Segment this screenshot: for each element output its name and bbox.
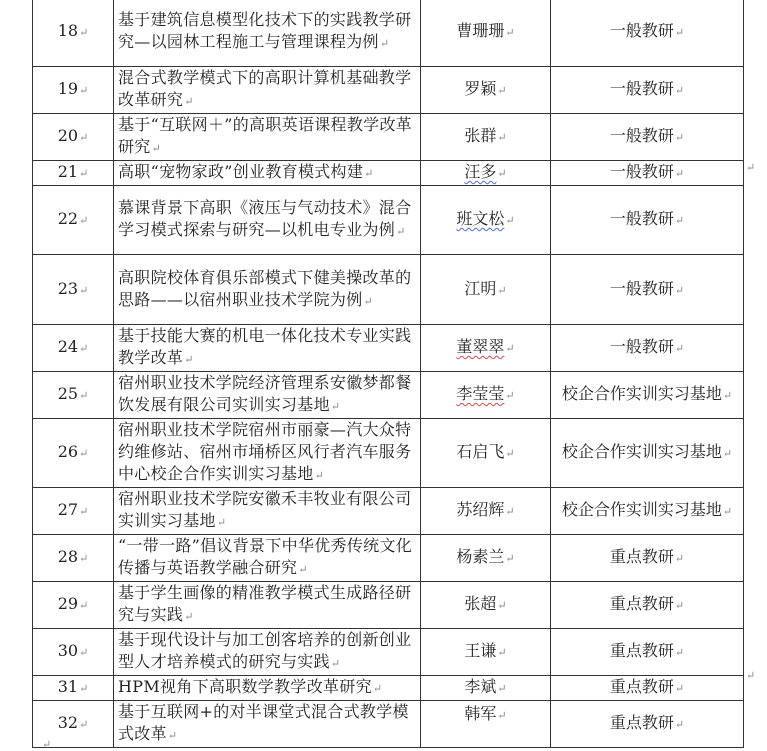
project-type-cell <box>551 161 744 186</box>
table-row <box>33 67 744 114</box>
host-name-cell <box>421 67 551 114</box>
host-name-cell <box>421 419 551 488</box>
project-title: 高职院校体育俱乐部模式下健美操改革的思路——以宿州职业技术学院为例 <box>118 267 412 309</box>
table-row <box>33 701 744 748</box>
paragraph-mark-icon: ↵ <box>396 225 406 238</box>
host-name: 罗颖 <box>464 79 497 98</box>
paragraph-mark-icon: ↵ <box>722 447 733 460</box>
host-name: 韩军 <box>464 704 497 723</box>
table-row <box>33 372 744 419</box>
paragraph-mark-icon: ↵ <box>79 682 89 695</box>
project-type-cell <box>551 67 744 114</box>
host-name-cell <box>421 535 551 582</box>
paragraph-mark-icon: ↵ <box>497 682 507 695</box>
row-number: 31 <box>57 677 79 696</box>
table-row <box>33 325 744 372</box>
table-row <box>33 676 744 701</box>
project-type: 一般教研 <box>609 162 674 181</box>
paragraph-mark-icon: ↵ <box>216 516 227 529</box>
row-number-cell <box>33 325 114 372</box>
project-type: 重点教研 <box>609 713 674 732</box>
host-name: 李斌 <box>464 677 497 696</box>
project-title: 基于建筑信息模型化技术下的实践教学研究—以园林工程施工与管理课程为例 <box>118 9 412 51</box>
host-name-cell <box>421 325 551 372</box>
host-name-cell <box>421 0 551 67</box>
host-name-cell <box>421 114 551 161</box>
project-title: 宿州职业技术学院经济管理系安徽梦都餐饮发展有限公司实训实习基地 <box>118 373 412 414</box>
host-name-cell <box>421 701 551 748</box>
paragraph-mark-icon: ↵ <box>79 283 89 297</box>
paragraph-mark-icon: ↵ <box>363 294 374 308</box>
paragraph-mark-icon: ↵ <box>497 709 507 722</box>
paragraph-mark-icon: ↵ <box>364 167 374 180</box>
paragraph-mark-icon: ↵ <box>79 552 89 565</box>
paragraph-mark-icon: ↵ <box>379 36 390 50</box>
paragraph-mark-icon: ↵ <box>505 214 515 227</box>
project-title: 基于“互联网＋”的高职英语课程教学改革研究 <box>118 115 413 156</box>
row-number-cell <box>33 676 114 701</box>
host-name: 张超 <box>464 594 497 613</box>
paragraph-mark-icon: ↵ <box>674 682 685 695</box>
row-end-mark-icon: ↵ <box>746 161 756 174</box>
project-title-cell <box>114 325 421 372</box>
paragraph-mark-icon: ↵ <box>79 447 89 460</box>
project-title: 宿州职业技术学院宿州市丽豪—汽大众特约维修站、宿州市埇桥区风行者汽车服务中心校企合作实训实习基地 <box>118 420 412 483</box>
project-type-cell <box>551 325 744 372</box>
host-name-cell <box>421 629 551 676</box>
paragraph-mark-icon: ↵ <box>497 646 507 659</box>
project-title: 慕课背景下高职《液压与气动技术》混合学习模式探索与研究—以机电专业为例 <box>118 198 412 239</box>
host-name: 杨素兰 <box>456 547 505 566</box>
paragraph-mark-icon: ↵ <box>314 469 325 482</box>
row-number: 28 <box>57 547 79 566</box>
project-title-cell <box>114 372 421 419</box>
row-number-cell <box>33 255 114 325</box>
paragraph-mark-icon: ↵ <box>79 718 89 731</box>
paragraph-mark-icon: ↵ <box>79 599 89 612</box>
host-name: 汪多 <box>464 162 497 181</box>
paragraph-mark-icon: ↵ <box>497 283 507 297</box>
table-row <box>33 582 744 629</box>
project-title-cell <box>114 114 421 161</box>
row-number: 32 <box>57 713 79 732</box>
host-name: 王谦 <box>464 641 497 660</box>
host-name: 张群 <box>464 126 497 145</box>
table-row <box>33 114 744 161</box>
table-row <box>33 629 744 676</box>
paragraph-mark-icon: ↵ <box>674 131 685 144</box>
paragraph-mark-icon: ↵ <box>372 682 383 695</box>
row-number: 20 <box>57 126 79 145</box>
host-name: 董翠翠 <box>456 337 505 356</box>
paragraph-mark-icon: ↵ <box>184 610 194 623</box>
table-row <box>33 186 744 255</box>
project-type: 校企合作实训实习基地 <box>561 500 722 519</box>
row-number-cell <box>33 161 114 186</box>
project-title: 基于技能大赛的机电一体化技术专业实践教学改革 <box>118 326 412 367</box>
row-number-cell <box>33 67 114 114</box>
project-title: 基于互联网+的对半课堂式混合式教学模式改革 <box>118 702 409 743</box>
row-number-cell <box>33 114 114 161</box>
project-type-cell <box>551 535 744 582</box>
paragraph-mark-icon: ↵ <box>674 646 685 659</box>
paragraph-mark-icon: ↵ <box>674 599 685 612</box>
project-type: 一般教研 <box>609 278 674 298</box>
paragraph-mark-icon: ↵ <box>79 505 89 518</box>
paragraph-mark-icon: ↵ <box>497 167 507 180</box>
project-type-cell <box>551 419 744 488</box>
paragraph-mark-icon: ↵ <box>497 84 507 97</box>
paragraph-mark-icon: ↵ <box>151 142 162 155</box>
host-name-cell <box>421 676 551 701</box>
paragraph-mark-icon: ↵ <box>167 729 178 742</box>
row-number: 27 <box>57 500 79 519</box>
host-name: 李莹莹 <box>456 384 505 403</box>
paragraph-mark-icon: ↵ <box>79 167 89 180</box>
table-row <box>33 419 744 488</box>
project-type: 重点教研 <box>609 641 674 660</box>
paragraph-mark-icon: ↵ <box>497 131 507 144</box>
project-title: 基于现代设计与加工创客培养的创新创业型人才培养模式的研究与实践 <box>118 630 412 671</box>
host-name-cell <box>421 161 551 186</box>
paragraph-mark-icon: ↵ <box>79 646 89 659</box>
row-number-cell <box>33 582 114 629</box>
row-number: 30 <box>57 641 79 660</box>
project-type: 一般教研 <box>609 126 674 145</box>
host-name-cell <box>421 255 551 325</box>
row-number-cell <box>33 419 114 488</box>
host-name-cell <box>421 186 551 255</box>
row-number-cell <box>33 186 114 255</box>
host-name-cell <box>421 488 551 535</box>
host-name: 苏绍辉 <box>456 500 505 519</box>
paragraph-mark-icon: ↵ <box>184 353 194 366</box>
paragraph-mark-icon: ↵ <box>674 552 685 565</box>
paragraph-mark-icon: ↵ <box>79 342 89 355</box>
project-type: 一般教研 <box>609 209 674 228</box>
project-title: 高职“宠物家政”创业教育模式构建 <box>118 162 364 181</box>
paragraph-mark-icon: ↵ <box>674 718 685 731</box>
project-type-cell <box>551 0 744 67</box>
paragraph-mark-icon: ↵ <box>497 599 507 612</box>
project-title-cell <box>114 255 421 325</box>
host-name-cell <box>421 582 551 629</box>
paragraph-mark-icon: ↵ <box>79 25 89 39</box>
project-type: 一般教研 <box>609 20 674 40</box>
project-title: 混合式教学模式下的高职计算机基础教学改革研究 <box>118 68 412 109</box>
project-title-cell <box>114 701 421 748</box>
row-number-cell <box>33 535 114 582</box>
paragraph-mark-icon: ↵ <box>330 400 341 413</box>
paragraph-mark-icon: ↵ <box>79 214 89 227</box>
project-title: HPM视角下高职数学教学改革研究 <box>118 677 372 696</box>
project-type-cell <box>551 582 744 629</box>
table-row <box>33 0 744 67</box>
paragraph-mark-icon: ↵ <box>674 342 685 355</box>
paragraph-mark-icon: ↵ <box>79 389 89 402</box>
project-type: 一般教研 <box>609 79 674 98</box>
row-number: 23 <box>57 278 79 298</box>
project-type-cell <box>551 701 744 748</box>
project-title-cell <box>114 535 421 582</box>
table-row <box>33 488 744 535</box>
project-title-cell <box>114 488 421 535</box>
paragraph-mark-icon: ↵ <box>722 505 733 518</box>
paragraph-mark-icon: ↵ <box>505 552 515 565</box>
host-name: 石启飞 <box>456 442 505 461</box>
project-title: 宿州职业技术学院安徽禾丰牧业有限公司实训实习基地 <box>118 489 412 530</box>
row-number: 25 <box>57 384 79 403</box>
project-type: 重点教研 <box>609 547 674 566</box>
row-number-cell <box>33 488 114 535</box>
project-type: 一般教研 <box>609 337 674 356</box>
project-title-cell <box>114 582 421 629</box>
project-table <box>32 0 744 748</box>
project-title-cell <box>114 161 421 186</box>
table-row <box>33 161 744 186</box>
paragraph-mark-icon: ↵ <box>674 25 685 39</box>
project-type-cell <box>551 629 744 676</box>
row-number: 26 <box>57 442 79 461</box>
host-name-cell <box>421 372 551 419</box>
row-number: 21 <box>57 162 79 181</box>
project-title: “一带一路”倡议背景下中华优秀传统文化传播与英语教学融合研究 <box>118 536 413 577</box>
row-number: 22 <box>57 209 79 228</box>
paragraph-mark-icon: ↵ <box>505 25 515 39</box>
paragraph-mark-icon: ↵ <box>298 563 308 576</box>
project-title-cell <box>114 419 421 488</box>
paragraph-mark-icon: ↵ <box>505 447 515 460</box>
paragraph-mark-icon: ↵ <box>674 84 685 97</box>
project-type-cell <box>551 488 744 535</box>
project-type-cell <box>551 114 744 161</box>
table-row <box>33 535 744 582</box>
project-title-cell <box>114 67 421 114</box>
row-number: 29 <box>57 594 79 613</box>
paragraph-mark-icon: ↵ <box>505 505 515 518</box>
paragraph-mark-icon: ↵ <box>674 167 685 180</box>
row-end-mark-icon: ↵ <box>746 669 756 682</box>
paragraph-mark-icon: ↵ <box>79 84 89 97</box>
row-number-cell <box>33 629 114 676</box>
project-title-cell <box>114 629 421 676</box>
host-name: 班文松 <box>456 209 505 228</box>
project-type: 重点教研 <box>609 677 674 696</box>
paragraph-mark-icon: ↵ <box>674 283 685 297</box>
project-title-cell <box>114 186 421 255</box>
project-type: 校企合作实训实习基地 <box>561 442 722 461</box>
table-row <box>33 255 744 325</box>
paragraph-mark-icon: ↵ <box>674 214 685 227</box>
paragraph-mark-icon: ↵ <box>184 95 194 108</box>
project-title-cell <box>114 0 421 67</box>
paragraph-mark-icon: ↵ <box>505 342 515 355</box>
project-type-cell <box>551 186 744 255</box>
paragraph-mark-icon: ↵ <box>722 389 733 402</box>
paragraph-mark-icon: ↵ <box>42 738 52 751</box>
paragraph-mark-icon: ↵ <box>79 131 89 144</box>
project-title-cell <box>114 676 421 701</box>
row-number-cell <box>33 372 114 419</box>
row-number-cell <box>33 0 114 67</box>
paragraph-mark-icon: ↵ <box>330 657 341 670</box>
project-type-cell <box>551 372 744 419</box>
project-type: 重点教研 <box>609 594 674 613</box>
row-number: 18 <box>57 20 79 40</box>
project-title: 基于学生画像的精准教学模式生成路径研究与实践 <box>118 583 412 624</box>
paragraph-mark-icon: ↵ <box>505 389 515 402</box>
project-type-cell <box>551 676 744 701</box>
project-type-cell <box>551 255 744 325</box>
project-type: 校企合作实训实习基地 <box>561 384 722 403</box>
row-number: 24 <box>57 337 79 356</box>
host-name: 曹珊珊 <box>456 20 505 40</box>
row-number: 19 <box>57 79 79 98</box>
host-name: 江明 <box>464 278 497 298</box>
